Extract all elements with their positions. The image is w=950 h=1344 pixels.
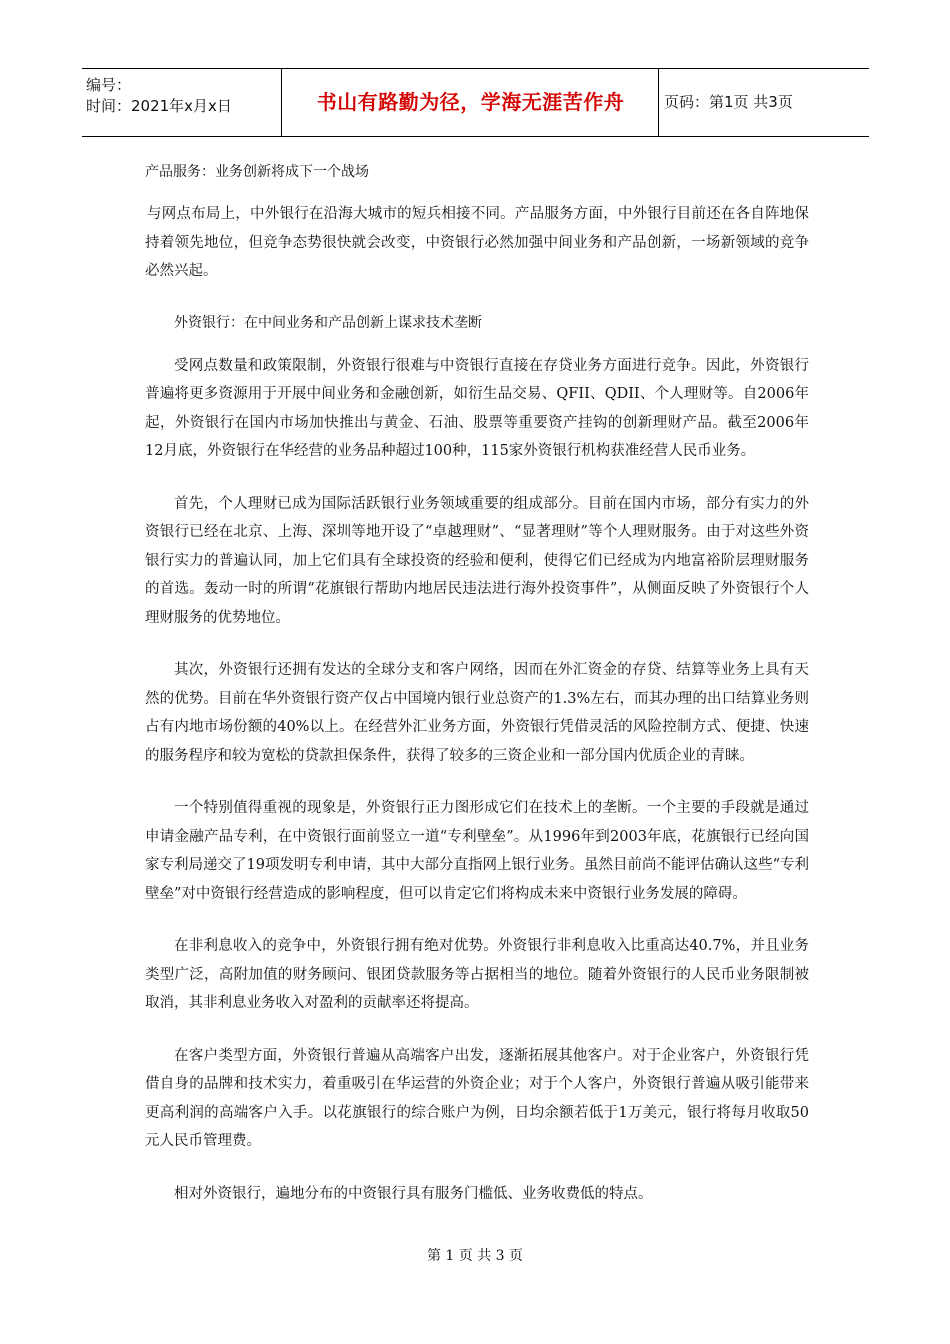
page-header (82, 68, 869, 137)
paragraph-2: 首先，个人理财已成为国际活跃银行业务领域重要的组成部分。目前在国内市场，部分有实力的外资银行已经在北京、上海、深圳等地开设了“卓越理财”、“显著理财”等个人理财服务。由于对这些外资银行实力的普遍认同，加上它们具有全球投资的经验和便利，使得它们已经成为内地富裕阶层理财服务的首选。轰动一时的所谓“花旗银行帮助内地居民违法进行海外投资事件”，从侧面反映了外资银行个人理财服务的优势地位。 (145, 495, 809, 626)
paragraph-3: 其次，外资银行还拥有发达的全球分支和客户网络，因而在外汇资金的存贷、结算等业务上具有天然的优势。目前在华外资银行资产仅占中国境内银行业总资产的1.3%左右，而其办理的出口结算业务则占有内地市场份额的40%以上。在经营外汇业务方面，外资银行凭借灵活的风险控制方式、便捷、快速的服务程序和较为宽松的贷款担保条件，获得了较多的三资企业和一部分国内优质企业的青睐。 (145, 662, 809, 764)
header-divider-right (658, 69, 659, 136)
header-motto: 书山有路勤为径，学海无涯苦作舟 (316, 90, 625, 114)
paragraph-7: 相对外资银行，遍地分布的中资银行具有服务门槛低、业务收费低的特点。 (174, 1185, 653, 1202)
paragraph-6: 在客户类型方面，外资银行普遍从高端客户出发，逐渐拓展其他客户。对于企业客户，外资银行凭借自身的品牌和技术实力，着重吸引在华运营的外资企业；对于个人客户，外资银行普遍从吸引能带来更高利润的高端客户入手。以花旗银行的综合账户为例，日均余额若低于1万美元，银行将每月收取50元人民币管理费。 (145, 1047, 809, 1149)
section-title: 产品服务：业务创新将成下一个战场 (145, 164, 369, 180)
document-time-label: 时间：2021年x月x日 (86, 97, 232, 115)
document-body (145, 158, 809, 1208)
header-page-info: 页码：第1页 共3页 (664, 93, 793, 111)
paragraph-intro: 与网点布局上，中外银行在沿海大城市的短兵相接不同。产品服务方面，中外银行目前还在各自阵地保持着领先地位，但竞争态势很快就会改变，中资银行必然加强中间业务和产品创新，一场新领域的竞争必然兴起。 (145, 206, 809, 279)
paragraph-1: 受网点数量和政策限制，外资银行很难与中资银行直接在存贷业务方面进行竞争。因此，外资银行普遍将更多资源用于开展中间业务和金融创新，如衍生品交易、QFII、QDII、个人理财等。自2006年起，外资银行在国内市场加快推出与黄金、石油、股票等重要资产挂钩的创新理财产品。截至2006年12月底，外资银行在华经营的业务品种超过100种，115家外资银行机构获准经营人民币业务。 (145, 357, 809, 459)
header-meta (86, 75, 278, 117)
document-number-label: 编号： (86, 76, 132, 94)
section-subtitle: 外资银行：在中间业务和产品创新上谋求技术垄断 (174, 314, 482, 331)
paragraph-4: 一个特别值得重视的现象是，外资银行正力图形成它们在技术上的垄断。一个主要的手段就是通过申请金融产品专利，在中资银行面前竖立一道“专利壁垒”。从1996年到2003年底，花旗银行已经向国家专利局递交了19项发明专利申请，其中大部分直指网上银行业务。虽然目前尚不能评估确认这些“专利壁垒”对中资银行经营造成的影响程度，但可以肯定它们将构成未来中资银行业务发展的障碍。 (145, 800, 809, 902)
paragraph-5: 在非利息收入的竞争中，外资银行拥有绝对优势。外资银行非利息收入比重高达40.7%，并且业务类型广泛，高附加值的财务顾问、银团贷款服务等占据相当的地位。随着外资银行的人民币业务限制被取消，其非利息业务收入对盈利的贡献率还将提高。 (145, 938, 809, 1011)
page-footer: 第 1 页 共 3 页 (426, 1248, 524, 1264)
header-divider-left (281, 69, 282, 136)
